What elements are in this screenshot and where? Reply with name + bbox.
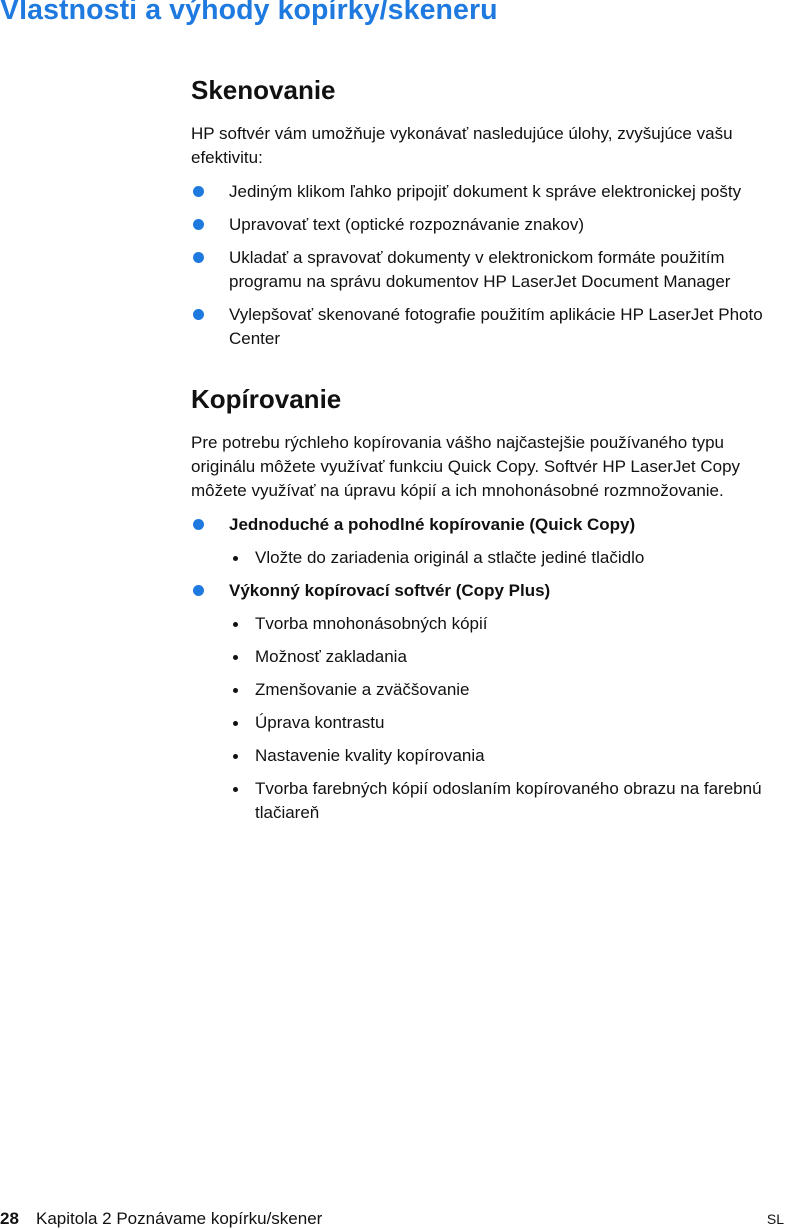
bullet-icon bbox=[233, 787, 238, 792]
sub-list-item-text: Vložte do zariadenia originál a stlačte jediné tlačidlo bbox=[255, 548, 645, 567]
page-footer bbox=[0, 1209, 787, 1229]
quick-copy-label: Jednoduché a pohodlné kopírovanie (Quick Copy) bbox=[229, 515, 636, 534]
sub-list-item-text: Zmenšovanie a zväčšovanie bbox=[255, 680, 470, 699]
blue-bullet-icon bbox=[193, 309, 204, 320]
sub-list-item-text: Úprava kontrastu bbox=[255, 713, 385, 732]
list-item-text: Ukladať a spravovať dokumenty v elektronickom formáte použitím programu na správu dokumentov HP LaserJet Document Manager bbox=[229, 248, 731, 291]
list-item bbox=[191, 180, 787, 204]
sub-list-item bbox=[229, 678, 787, 702]
copying-feature-list bbox=[191, 513, 787, 825]
sub-list-item-text: Nastavenie kvality kopírovania bbox=[255, 746, 485, 765]
copying-intro: Pre potrebu rýchleho kopírovania vášho najčastejšie používaného typu originálu môžete využívať funkciu Quick Copy. Softvér HP LaserJet Copy môžete využívať na úpravu kópií a ich mnohonásobné rozmnožovanie. bbox=[191, 433, 741, 500]
sub-list-item bbox=[229, 777, 787, 825]
sub-list-item bbox=[229, 546, 787, 570]
page-title: Vlastnosti a výhody kopírky/skeneru bbox=[0, 0, 498, 26]
scanning-intro: HP softvér vám umožňuje vykonávať nasledujúce úlohy, zvyšujúce vašu efektivitu: bbox=[191, 124, 733, 167]
blue-bullet-icon bbox=[193, 219, 204, 230]
quick-copy-sublist bbox=[229, 546, 787, 570]
sub-list-item bbox=[229, 711, 787, 735]
chapter-title: Kapitola 2 Poznávame kopírku/skener bbox=[36, 1209, 323, 1228]
sub-list-item-text: Možnosť zakladania bbox=[255, 647, 407, 666]
bullet-icon bbox=[233, 655, 238, 660]
bullet-icon bbox=[233, 622, 238, 627]
copy-plus-sublist bbox=[229, 612, 787, 825]
blue-bullet-icon bbox=[193, 519, 204, 530]
bullet-icon bbox=[233, 556, 238, 561]
bullet-icon bbox=[233, 754, 238, 759]
sub-list-item-text: Tvorba farebných kópií odoslaním kopírovaného obrazu na farebnú tlačiareň bbox=[255, 779, 762, 822]
list-item bbox=[191, 246, 787, 294]
page-number: 28 bbox=[0, 1209, 19, 1228]
main-content bbox=[191, 73, 787, 834]
list-item bbox=[191, 303, 787, 351]
copying-section bbox=[191, 382, 787, 825]
bullet-icon bbox=[233, 688, 238, 693]
sub-list-item bbox=[229, 612, 787, 636]
language-code: SL bbox=[766, 1211, 784, 1227]
list-item bbox=[191, 213, 787, 237]
list-item bbox=[191, 579, 787, 825]
blue-bullet-icon bbox=[193, 252, 204, 263]
list-item-text: Upravovať text (optické rozpoznávanie znakov) bbox=[229, 215, 585, 234]
scanning-heading: Skenovanie bbox=[191, 75, 336, 105]
sub-list-item-text: Tvorba mnohonásobných kópií bbox=[255, 614, 488, 633]
bullet-icon bbox=[233, 721, 238, 726]
sub-list-item bbox=[229, 744, 787, 768]
list-item-text: Jediným klikom ľahko pripojiť dokument k správe elektronickej pošty bbox=[229, 182, 742, 201]
scanning-section bbox=[191, 73, 787, 351]
sub-list-item bbox=[229, 645, 787, 669]
scanning-feature-list bbox=[191, 180, 787, 351]
copying-heading: Kopírovanie bbox=[191, 384, 342, 414]
blue-bullet-icon bbox=[193, 186, 204, 197]
copy-plus-label: Výkonný kopírovací softvér (Copy Plus) bbox=[229, 581, 551, 600]
list-item bbox=[191, 513, 787, 570]
blue-bullet-icon bbox=[193, 585, 204, 596]
list-item-text: Vylepšovať skenované fotografie použitím aplikácie HP LaserJet Photo Center bbox=[229, 305, 763, 348]
